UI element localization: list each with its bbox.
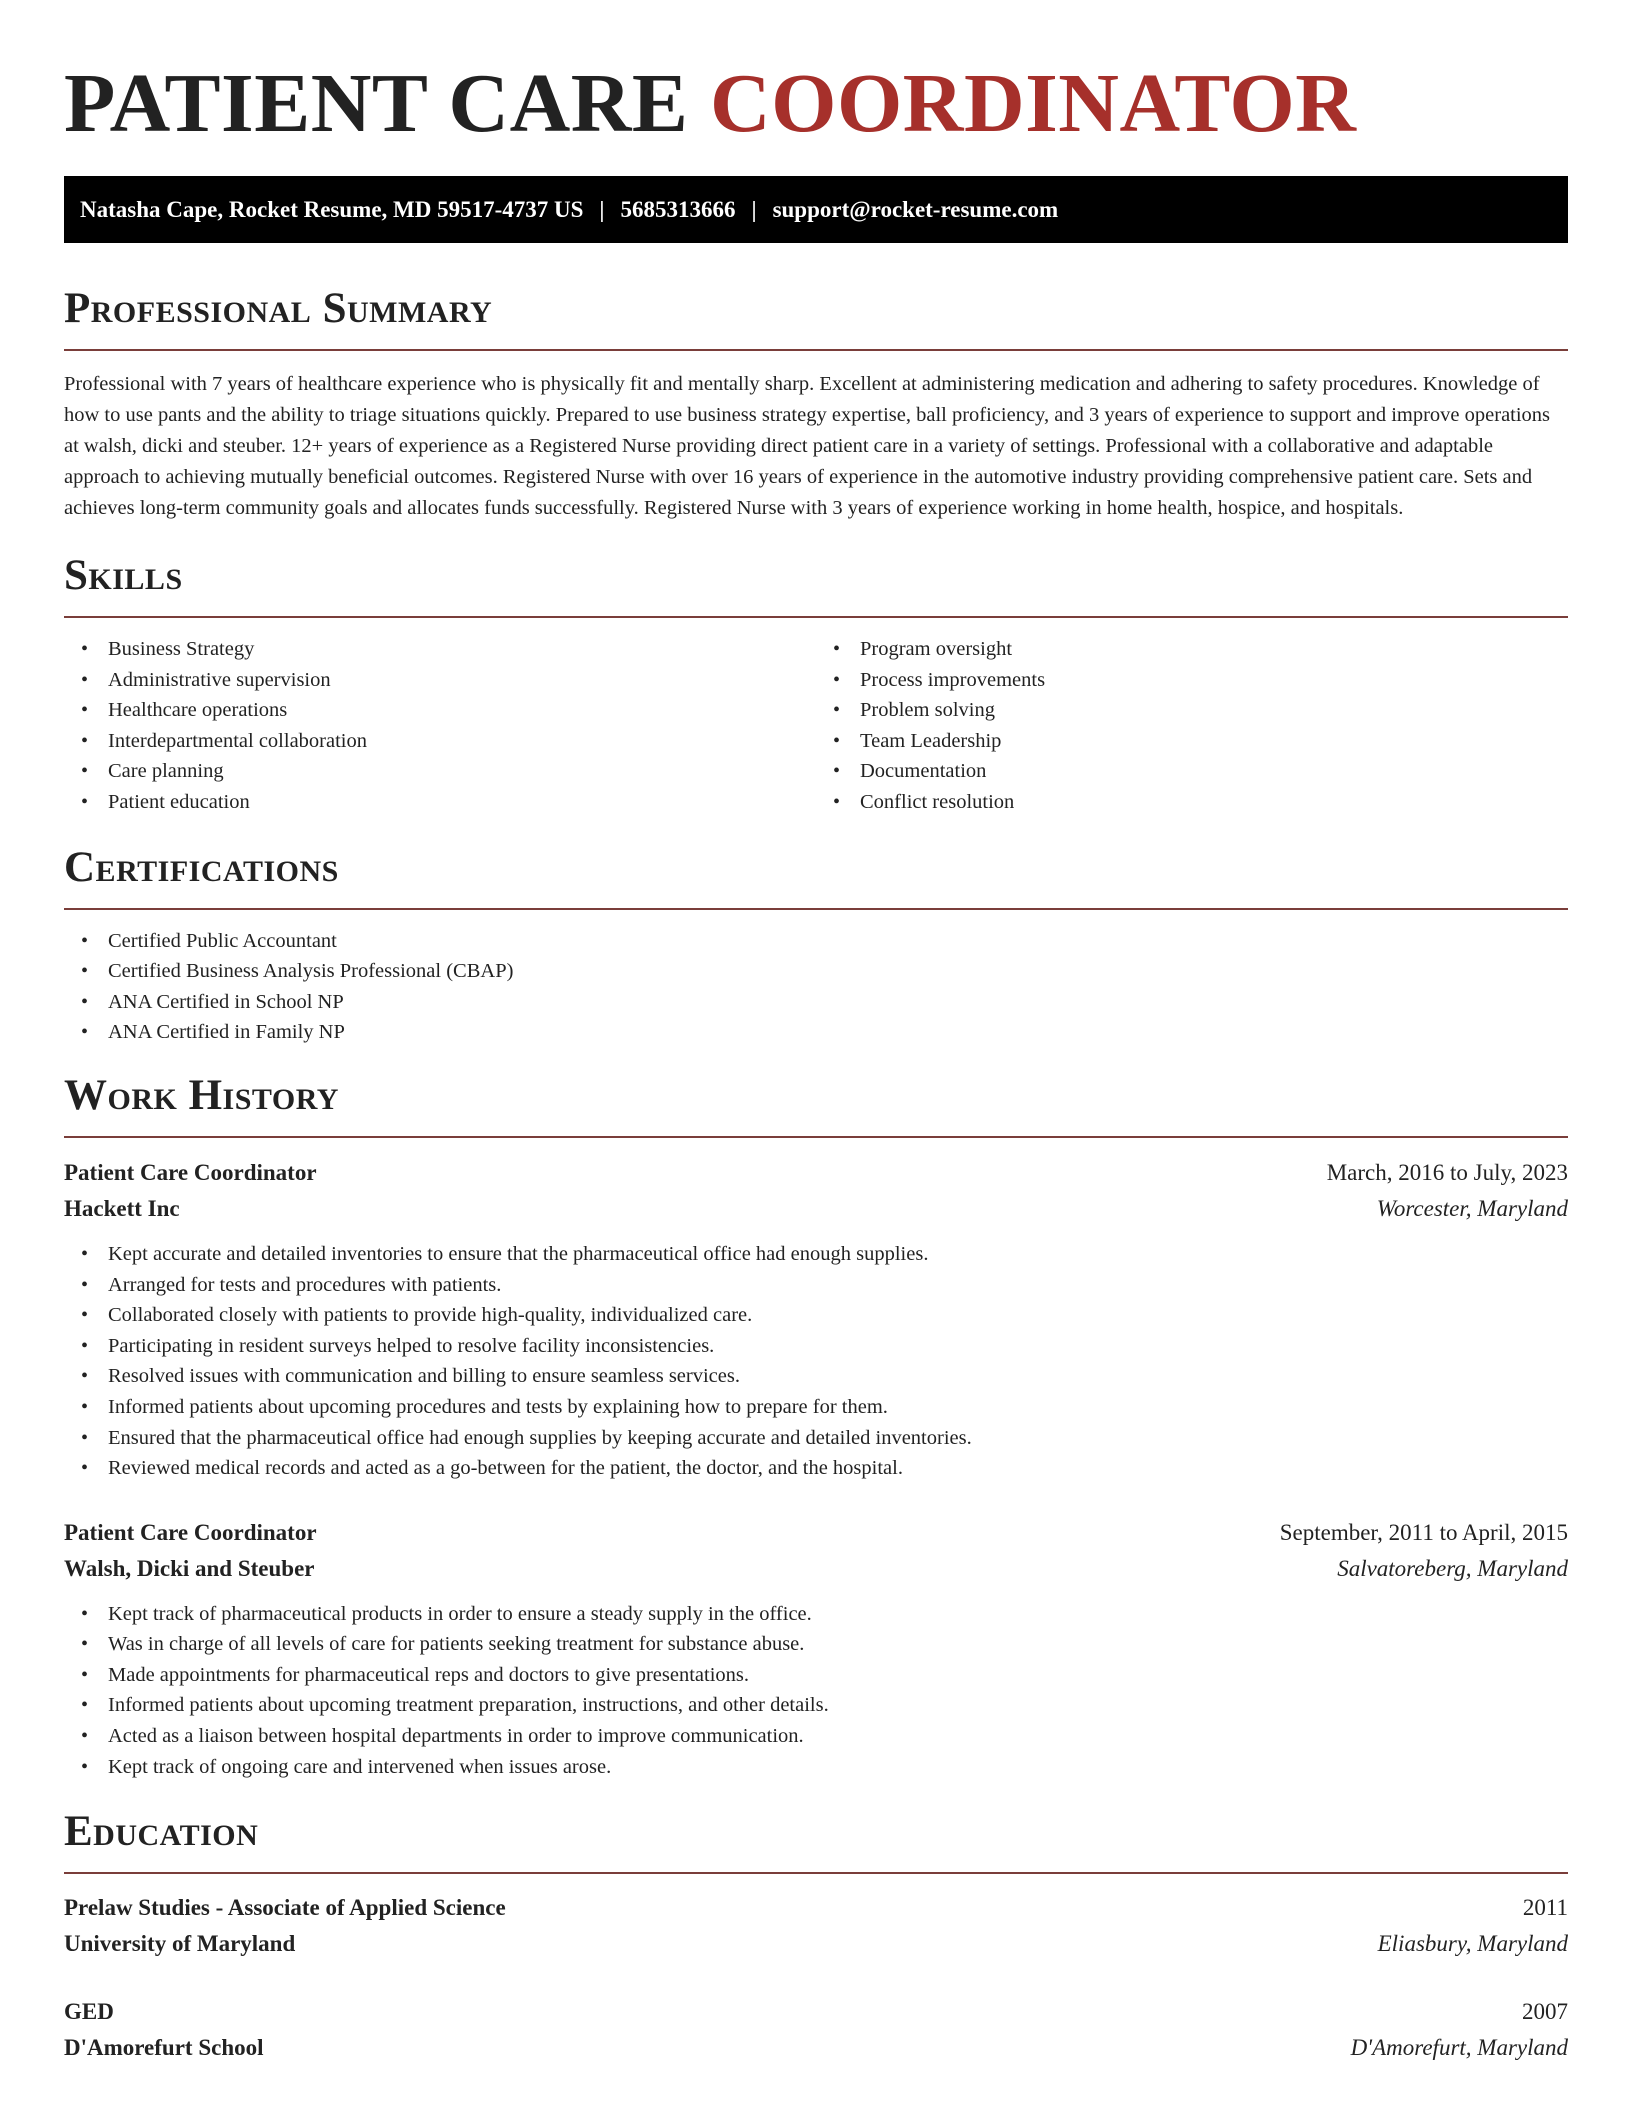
job-bullet: • Informed patients about upcoming treatment preparation, instructions, and other details. <box>64 1690 1568 1721</box>
certifications-section <box>64 842 1568 1048</box>
section-divider <box>64 616 1568 618</box>
education-school: D'Amorefurt School <box>64 2035 264 2061</box>
section-divider <box>64 349 1568 351</box>
skill-item: • Team Leadership <box>816 726 1568 757</box>
job-location: Salvatoreberg, Maryland <box>1337 1555 1568 1581</box>
education-year: 2007 <box>1522 1999 1568 2025</box>
job-title: Patient Care Coordinator <box>64 1159 317 1185</box>
skill-item: • Healthcare operations <box>64 695 816 726</box>
section-divider <box>64 1136 1568 1138</box>
contact-address: Natasha Cape, Rocket Resume, MD 59517-4737 US <box>80 196 584 222</box>
skills-grid <box>64 634 1568 818</box>
section-divider <box>64 908 1568 910</box>
certification-item: • Certified Public Accountant <box>64 926 1568 957</box>
job-bullet: • Acted as a liaison between hospital departments in order to improve communication. <box>64 1721 1568 1752</box>
skill-item: • Conflict resolution <box>816 787 1568 818</box>
skill-item: • Documentation <box>816 756 1568 787</box>
job-bullet: • Resolved issues with communication and billing to ensure seamless services. <box>64 1361 1568 1392</box>
job-bullet: • Kept track of ongoing care and intervened when issues arose. <box>64 1752 1568 1783</box>
contact-bar <box>64 176 1568 243</box>
education-degree: Prelaw Studies - Associate of Applied Science <box>64 1895 506 1921</box>
job-location: Worcester, Maryland <box>1376 1195 1568 1221</box>
certifications-list <box>64 926 1568 1048</box>
education-header-row <box>64 1890 1568 1926</box>
contact-separator: | <box>751 196 757 222</box>
education-location: Eliasbury, Maryland <box>1377 1931 1568 1957</box>
skills-section <box>64 550 1568 818</box>
job-bullet: • Arranged for tests and procedures with patients. <box>64 1270 1568 1301</box>
skill-item: • Business Strategy <box>64 634 816 665</box>
title-part-2: COORDINATOR <box>709 57 1357 150</box>
education-location: D'Amorefurt, Maryland <box>1350 2035 1568 2061</box>
resume-title <box>64 0 1568 152</box>
education-school-row <box>64 1926 1568 1962</box>
job-company: Hackett Inc <box>64 1195 180 1221</box>
education-heading: Education <box>64 1808 259 1856</box>
skill-item: • Process improvements <box>816 665 1568 696</box>
job-bullet: • Reviewed medical records and acted as a go-between for the patient, the doctor, and the hospital. <box>64 1453 1568 1484</box>
summary-section <box>64 283 1568 524</box>
job-bullet: • Kept track of pharmaceutical products in order to ensure a steady supply in the office. <box>64 1599 1568 1630</box>
summary-heading: Professional Summary <box>64 285 493 332</box>
job-entry <box>64 1515 1568 1783</box>
skill-item: • Program oversight <box>816 634 1568 665</box>
job-bullet: • Informed patients about upcoming procedures and tests by explaining how to prepare for them. <box>64 1392 1568 1423</box>
job-bullet: • Was in charge of all levels of care for patients seeking treatment for substance abuse. <box>64 1629 1568 1660</box>
skill-item: • Patient education <box>64 787 816 818</box>
job-bullet: • Made appointments for pharmaceutical reps and doctors to give presentations. <box>64 1660 1568 1691</box>
contact-email[interactable]: support@rocket-resume.com <box>772 196 1059 222</box>
job-title: Patient Care Coordinator <box>64 1519 317 1545</box>
education-school: University of Maryland <box>64 1931 296 1957</box>
education-school-row <box>64 2030 1568 2066</box>
work-history-heading: Work History <box>64 1071 339 1119</box>
skills-heading: Skills <box>64 552 183 599</box>
education-header-row <box>64 1994 1568 2030</box>
section-divider <box>64 1872 1568 1874</box>
job-dates: March, 2016 to July, 2023 <box>1326 1159 1568 1185</box>
certification-item: • ANA Certified in Family NP <box>64 1017 1568 1048</box>
job-company-row <box>64 1191 1568 1227</box>
skills-list-right <box>816 634 1568 818</box>
skill-item: • Administrative supervision <box>64 665 816 696</box>
contact-separator: | <box>599 196 605 222</box>
job-bullet: • Participating in resident surveys helped to resolve facility inconsistencies. <box>64 1331 1568 1362</box>
education-entry <box>64 1890 1568 1962</box>
job-dates: September, 2011 to April, 2015 <box>1279 1519 1568 1545</box>
education-entry <box>64 1994 1568 2066</box>
job-company-row <box>64 1551 1568 1587</box>
skill-item: • Problem solving <box>816 695 1568 726</box>
education-degree: GED <box>64 1999 114 2025</box>
job-bullets <box>64 1239 1568 1484</box>
job-bullet: • Ensured that the pharmaceutical office had enough supplies by keeping accurate and detailed inventories. <box>64 1423 1568 1454</box>
job-header-row <box>64 1515 1568 1551</box>
title-part-1: PATIENT CARE <box>64 57 689 150</box>
contact-phone: 5685313666 <box>620 196 736 222</box>
job-header-row <box>64 1155 1568 1191</box>
job-entry <box>64 1155 1568 1484</box>
skill-item: • Interdepartmental collaboration <box>64 726 816 757</box>
summary-text: Professional with 7 years of healthcare experience who is physically fit and mentally sharp. Excellent at administering medication and adhering to safety procedures. Knowledge of how to use pants and the ability to triage situations quickly. Prepared to use business strategy expertise, ball proficiency, and 3 years of experience to support and improve operations at walsh, dicki and steuber. 12+ years of experience as a Registered Nurse providing direct patient care in a variety of settings. Professional with a collaborative and adaptable approach to achieving mutually beneficial outcomes. Registered Nurse with over 16 years of experience in the automotive industry providing comprehensive patient care. Sets and achieves long-term community goals and allocates funds successfully. Registered Nurse with 3 years of experience working in home health, hospice, and hospitals. <box>64 373 1551 519</box>
certification-item: • Certified Business Analysis Professional (CBAP) <box>64 956 1568 987</box>
certifications-heading: Certifications <box>64 843 339 891</box>
education-year: 2011 <box>1522 1895 1568 1921</box>
job-bullets <box>64 1599 1568 1783</box>
certification-item: • ANA Certified in School NP <box>64 987 1568 1018</box>
education-section <box>64 1806 1568 2066</box>
job-bullet: • Kept accurate and detailed inventories to ensure that the pharmaceutical office had enough supplies. <box>64 1239 1568 1270</box>
work-history-section <box>64 1070 1568 1782</box>
job-company: Walsh, Dicki and Steuber <box>64 1555 315 1581</box>
skill-item: • Care planning <box>64 756 816 787</box>
job-bullet: • Collaborated closely with patients to provide high-quality, individualized care. <box>64 1300 1568 1331</box>
skills-list-left <box>64 634 816 818</box>
